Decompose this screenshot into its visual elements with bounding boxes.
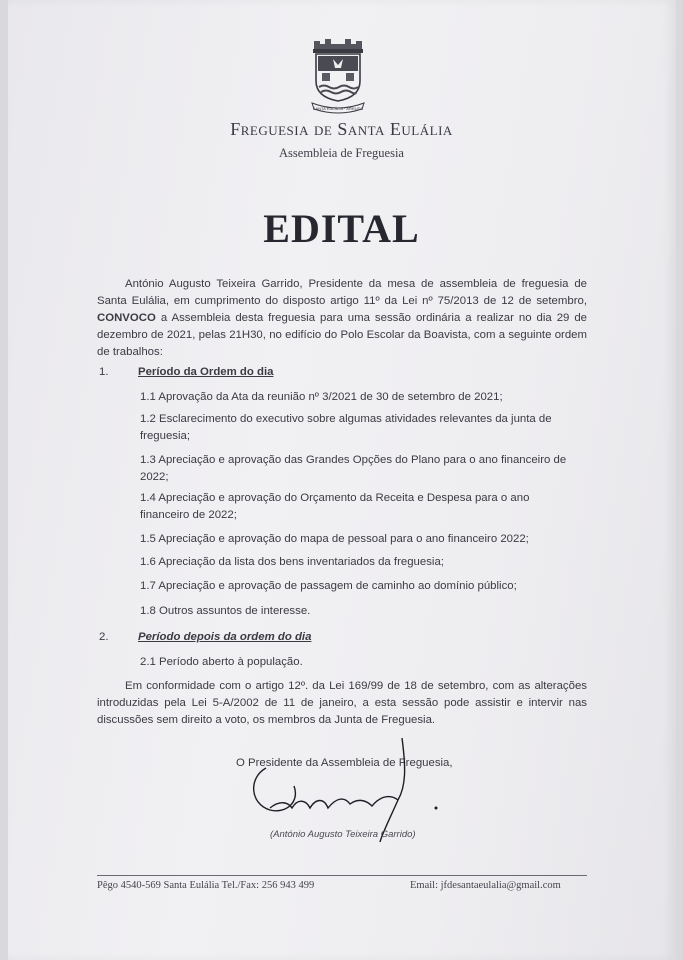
crest-motto: SANTA EULÁLIA · ARRUDA [312,106,364,111]
closing-paragraph [97,678,587,729]
intro-bold-verb: CONVOCO [97,312,156,324]
agenda-item: 1.1 Aprovação da Ata da reunião nº 3/2021 de 30 de setembro de 2021; [140,391,503,403]
agenda-item: 2.1 Período aberto à população. [140,656,303,668]
section-2-number: 2. [99,631,109,643]
agenda-item: 1.5 Apreciação e aprovação do mapa de pessoal para o ano financeiro 2022; [140,533,529,545]
signature-label: O Presidente da Assembleia de Freguesia, [236,757,453,769]
footer-divider [97,875,587,876]
footer-address: Pêgo 4540-569 Santa Eulália Tel./Fax: 256 943 499 [97,880,315,891]
agenda-item: 1.8 Outros assuntos de interesse. [140,605,311,617]
agenda-item: 1.3 Apreciação e aprovação das Grandes Opções do Plano para o ano financeiro de 2022; [140,454,567,483]
agenda-item: 1.6 Apreciação da lista dos bens inventariados da freguesia; [140,556,444,568]
closing-text: Em conformidade com o artigo 12º. da Lei 169/99 de 18 de setembro, com as alterações introduzidas pela Lei 5-A/2002 de 11 de janeiro, a esta sessão pode assistir e intervir nas discussões sem direito a voto, os membros da Junta de Freguesia. [97,680,587,726]
parish-coat-of-arms [300,35,376,115]
footer-email: Email: jfdesantaeulalia@gmail.com [410,880,561,891]
section-1-number: 1. [99,366,109,378]
section-2-title: Período depois da ordem do dia [138,631,312,643]
document-title: EDITAL [263,206,420,251]
intro-text-1: António Augusto Teixeira Garrido, Presidente da mesa de assembleia de freguesia de Santa Eulália, em cumprimento do disposto artigo 11º da Lei nº 75/2013 de 12 de setembro, [97,278,587,307]
intro-text-2: a Assembleia desta freguesia para uma sessão ordinária a realizar no dia 29 de dezembro de 2021, pelas 21H30, no edifício do Polo Escolar da Boavista, com a seguinte ordem de trabalhos: [97,312,587,358]
agenda-item: 1.4 Apreciação e aprovação do Orçamento da Receita e Despesa para o ano financeiro de 2022; [140,492,530,521]
section-1-title: Período da Ordem do dia [138,366,274,378]
intro-paragraph [97,276,587,361]
agenda-item: 1.2 Esclarecimento do executivo sobre algumas atividades relevantes da junta de freguesia; [140,413,552,442]
assembly-name: Assembleia de Freguesia [279,146,404,160]
agenda-item: 1.7 Apreciação e aprovação de passagem de caminho ao domínio público; [140,580,517,592]
signatory-name: (António Augusto Teixeira Garrido) [270,829,416,840]
parish-name: Freguesia de Santa Eulália [230,119,453,139]
